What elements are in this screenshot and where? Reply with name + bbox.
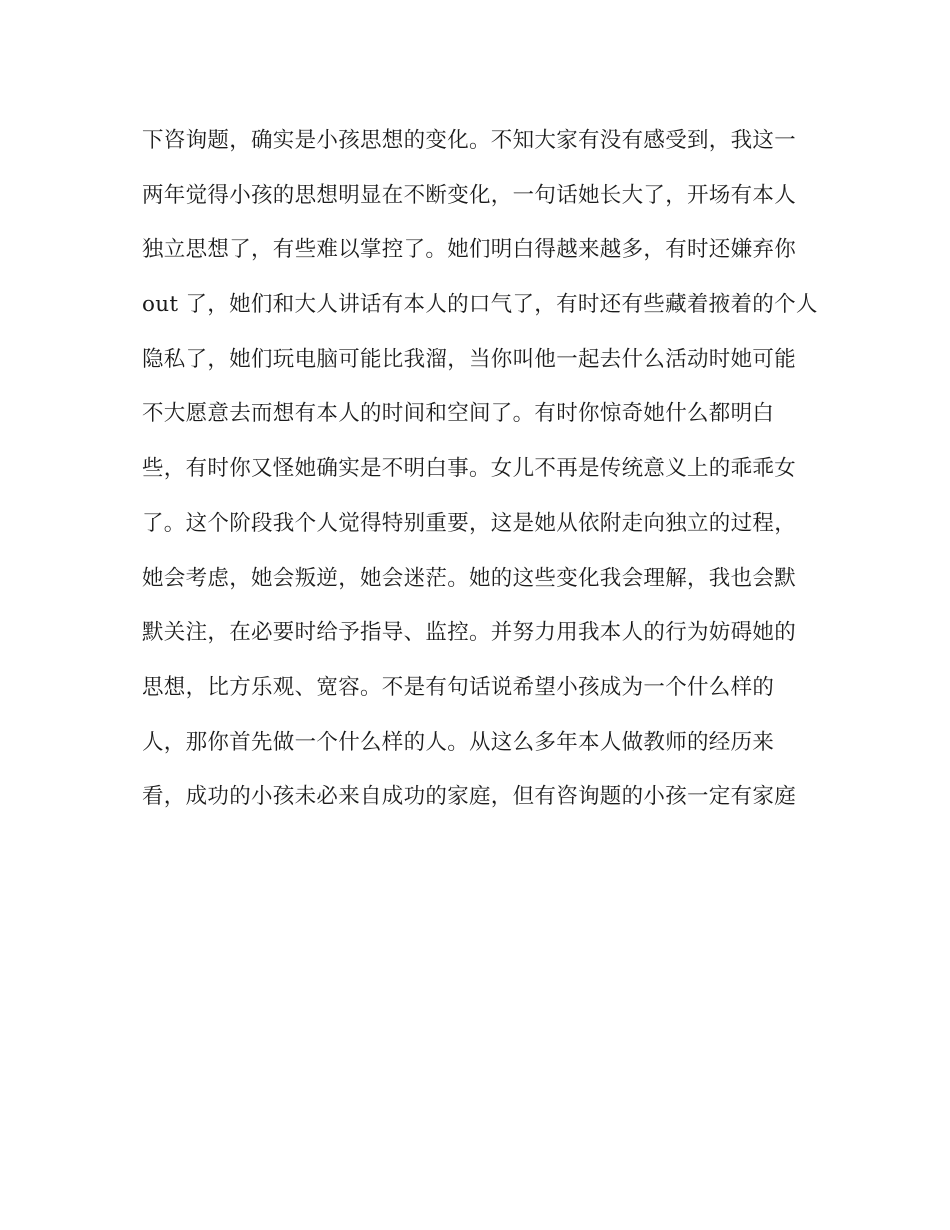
- text-line-10: 默关注，在必要时给予指导、监控。并努力用我本人的行为妨碍她的: [142, 620, 797, 646]
- text-line-5: 隐私了，她们玩电脑可能比我溜，当你叫他一起去什么活动时她可能: [142, 346, 797, 372]
- text-line-12: 人，那你首先做一个什么样的人。从这么多年本人做教师的经历来: [142, 729, 775, 755]
- text-line-1: 下咨询题，确实是小孩思想的变化。不知大家有没有感受到，我这一: [142, 128, 797, 153]
- text-line-2: 两年觉得小孩的思想明显在不断变化，一句话她长大了，开场有本人: [142, 182, 797, 208]
- text-line-11: 思想，比方乐观、宽容。不是有句话说希望小孩成为一个什么样的: [142, 674, 775, 700]
- body-text: [142, 121, 842, 832]
- text-line-6: 不大愿意去而想有本人的时间和空间了。有时你惊奇她什么都明白: [142, 401, 775, 427]
- text-line-9: 她会考虑，她会叛逆，她会迷茫。她的这些变化我会理解，我也会默: [142, 565, 797, 591]
- text-line-7: 些，有时你又怪她确实是不明白事。女儿不再是传统意义上的乖乖女: [142, 456, 797, 482]
- text-line-3: 独立思想了，有些难以掌控了。她们明白得越来越多，有时还嫌弃你: [142, 237, 797, 263]
- text-line-8: 了。这个阶段我个人觉得特别重要，这是她从依附走向独立的过程，: [142, 510, 797, 536]
- text-line-4: out 了，她们和大人讲话有本人的口气了，有时还有些藏着掖着的个人: [142, 292, 818, 318]
- text-line-13: 看，成功的小孩未必来自成功的家庭，但有咨询题的小孩一定有家庭: [142, 784, 797, 810]
